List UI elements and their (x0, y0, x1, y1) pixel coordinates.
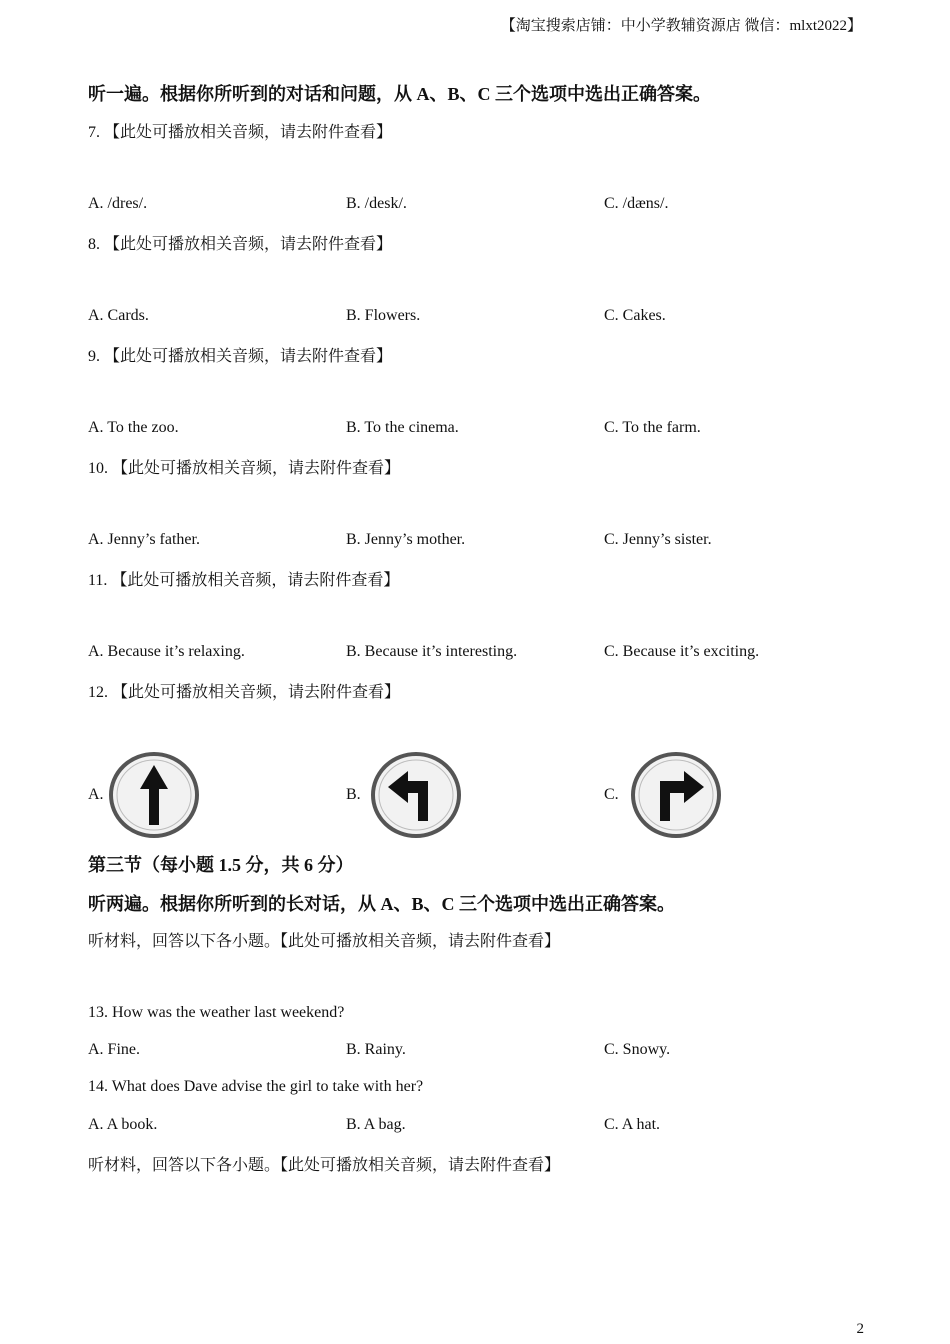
question-number: 12. (88, 684, 108, 701)
audio-note: 【此处可播放相关音频，请去附件查看】 (104, 236, 393, 253)
option-b: B. Jenny’s mother. (346, 531, 466, 548)
option-b: B. (346, 786, 361, 803)
option-a: A. /dres/. (88, 195, 148, 212)
audio-note: 【此处可播放相关音频，请去附件查看】 (104, 124, 393, 141)
question-number: 11. (88, 572, 108, 589)
option-a: A. (88, 786, 104, 803)
audio-note: 【此处可播放相关音频，请去附件查看】 (104, 348, 393, 365)
option-a: A. Because it’s relaxing. (88, 643, 245, 660)
material-note: 听材料，回答以下各小题。【此处可播放相关音频，请去附件查看】 (88, 933, 561, 950)
audio-note: 【此处可播放相关音频，请去附件查看】 (112, 684, 401, 701)
option-c: C. A hat. (604, 1116, 661, 1133)
question-11 (88, 567, 399, 590)
audio-note: 【此处可播放相关音频，请去附件查看】 (112, 460, 401, 477)
option-b: B. Rainy. (346, 1041, 406, 1058)
question-10 (88, 455, 400, 478)
option-c: C. Jenny’s sister. (604, 531, 712, 548)
section2-instruction: 听一遍。根据你所听到的对话和问题，从 A、B、C 三个选项中选出正确答案。 (88, 84, 712, 104)
turn-right-sign-icon (630, 751, 722, 839)
option-c: C. Because it’s exciting. (604, 643, 760, 660)
turn-left-sign-icon (370, 751, 462, 839)
option-c: C. Cakes. (604, 307, 666, 324)
option-c: C. To the farm. (604, 419, 701, 436)
question-number: 10. (88, 460, 108, 477)
option-a: A. Cards. (88, 307, 149, 324)
question-9 (88, 343, 392, 366)
audio-note: 【此处可播放相关音频，请去附件查看】 (111, 572, 400, 589)
option-c: C. (604, 786, 619, 803)
material-note-2: 听材料，回答以下各小题。【此处可播放相关音频，请去附件查看】 (88, 1157, 561, 1174)
option-b: B. /desk/. (346, 195, 407, 212)
option-a: A. To the zoo. (88, 419, 179, 436)
page-number: 2 (856, 1321, 864, 1337)
option-c: C. /dæns/. (604, 195, 669, 212)
question-number: 7. (88, 124, 100, 141)
option-b: B. Because it’s interesting. (346, 643, 518, 660)
question-7 (88, 119, 392, 142)
straight-arrow-sign-icon (108, 751, 200, 839)
option-a: A. A book. (88, 1116, 158, 1133)
option-a: A. Fine. (88, 1041, 140, 1058)
question-12 (88, 679, 400, 702)
question-number: 9. (88, 348, 100, 365)
option-b: B. To the cinema. (346, 419, 459, 436)
section3-instruction: 听两遍。根据你所听到的长对话，从 A、B、C 三个选项中选出正确答案。 (88, 894, 676, 914)
section3-title: 第三节（每小题 1.5 分，共 6 分） (88, 855, 354, 875)
question-number: 8. (88, 236, 100, 253)
question-14: 14. What does Dave advise the girl to take with her? (88, 1078, 424, 1095)
page-header: 【淘宝搜索店铺：中小学教辅资源店 微信：mlxt2022】 (500, 18, 862, 34)
question-13: 13. How was the weather last weekend? (88, 1004, 345, 1021)
question-8 (88, 231, 392, 254)
option-a: A. Jenny’s father. (88, 531, 200, 548)
option-b: B. Flowers. (346, 307, 421, 324)
option-c: C. Snowy. (604, 1041, 671, 1058)
option-b: B. A bag. (346, 1116, 406, 1133)
